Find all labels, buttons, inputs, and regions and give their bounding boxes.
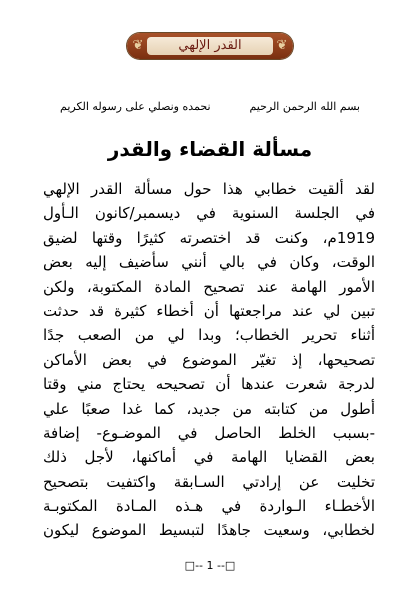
- opening-line: [60, 100, 360, 120]
- body-line: في الجلسة السنوية في ديسمبر/كانون الـأول: [43, 204, 375, 223]
- ornament-right-icon: ❦: [276, 38, 288, 53]
- body-line: أطول من كتابته من جديد، كما غدا صعبًا علي: [43, 399, 375, 418]
- body-line: بعض القضايا الهامة في أماكنها، لأجل ذلك: [43, 448, 375, 467]
- body-line: تخليت عن إرادتي السـابقة واكتفيت بتصحيح: [43, 472, 375, 491]
- banner-title: القدر الإلهي: [147, 37, 273, 55]
- body-line: لدرجة شعرت عندها أن تصحيحه يحتاج مني وقتا: [43, 375, 375, 394]
- basmala: بسم الله الرحمن الرحيم: [249, 100, 360, 113]
- body-line: الوقت، وكان في بالي أنني سأضيف إليه بعض: [43, 253, 375, 272]
- body-line: الأمور الهامة عند تصحيح المادة المكتوبة، ولكن: [43, 277, 375, 296]
- hamd-line: نحمده ونصلي على رسوله الكريم: [60, 100, 211, 113]
- header-banner: [127, 33, 293, 59]
- ornament-left-icon: ❦: [132, 38, 144, 53]
- body-line: تصحيحها، إذ تغيّر الموضوع في بعض الأماكن: [43, 350, 375, 369]
- page-number: □-- 1 --□: [184, 559, 236, 572]
- page-title: مسألة القضاء والقدر: [107, 137, 313, 161]
- body-text: [43, 177, 375, 543]
- body-line: -بسبب الخلط الحاصل في الموضـوع- إضافة: [43, 423, 375, 442]
- body-line: لقد ألقيت خطابي هذا حول مسألة القدر الإلهي: [43, 180, 375, 198]
- body-line: أثناء تحرير الخطاب؛ وبدا لي من الصعب جدًا: [43, 326, 375, 345]
- body-line: لخطابي، وسعيت جاهدًا لتبسيط الموضوع ليكون: [43, 521, 375, 540]
- body-line: 1919م، وكنت قد اختصرته كثيرًا وقتها لضيق: [43, 228, 375, 247]
- body-line: الأخطـاء الـواردة في هـذه المـادة المكتوبـة: [43, 497, 375, 516]
- body-line: تبين لي عند مراجعتها أن أخطاء كثيرة قد حدثت: [43, 301, 375, 320]
